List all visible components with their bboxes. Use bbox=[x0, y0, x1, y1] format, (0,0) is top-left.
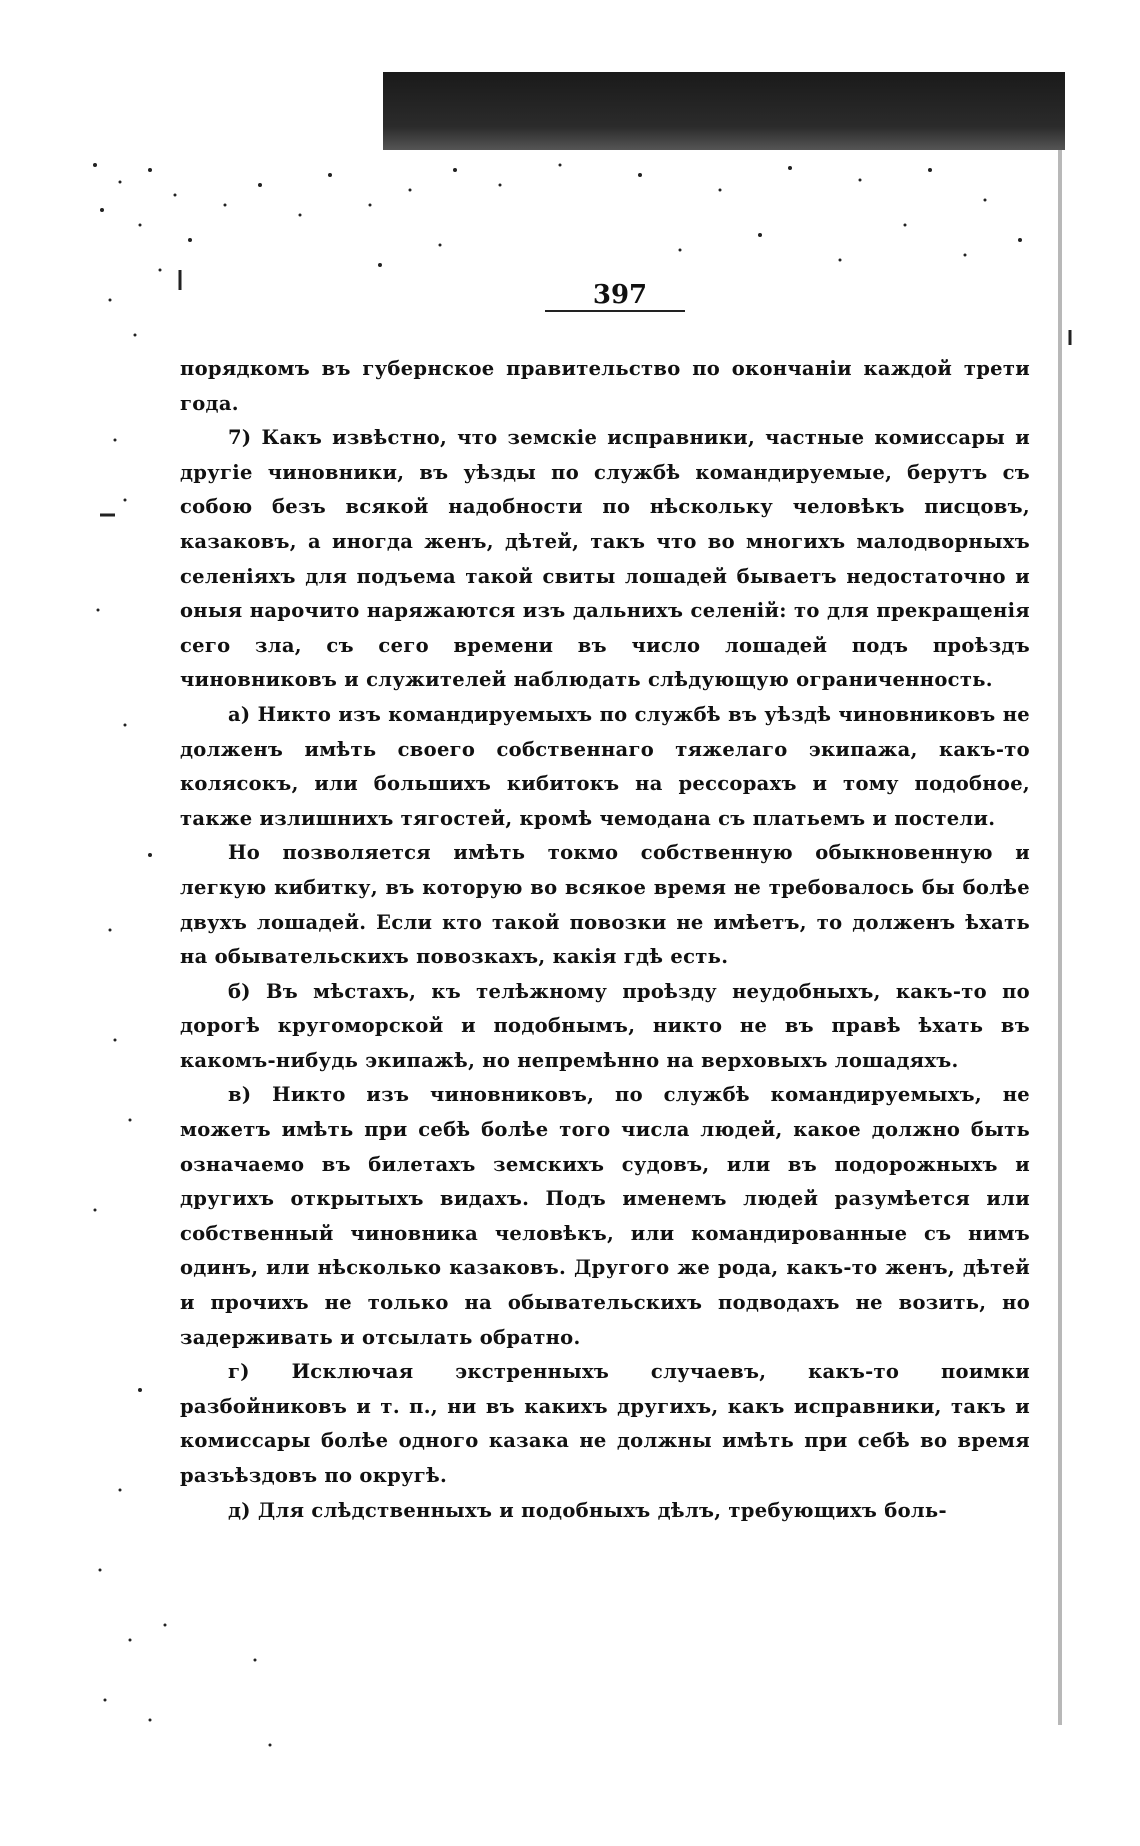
page-number: 397 bbox=[592, 280, 648, 310]
paragraph-item-g: г) Исключая экстренныхъ случаевъ, какъ-то поимки разбойниковъ и т. п., ни въ какихъ другихъ, какъ исправники, такъ и комиссары болѣе одного казака не должны имѣть при себѣ во время разъѣздовъ по округѣ. bbox=[180, 1360, 1030, 1487]
paragraph-section-7: 7) Какъ извѣстно, что земскіе исправники, частные комиссары и другіе чиновники, въ уѣзды по службѣ командируемые, берутъ съ собою безъ всякой надобности по нѣскольку человѣкъ писцовъ, казаковъ, а иногда женъ, дѣтей, такъ что во многихъ малодворныхъ селеніяхъ для подъема такой свиты лошадей бываетъ недостаточно и оныя нарочито наряжаются изъ дальнихъ селеній: то для прекращенія сего зла, съ сего времени въ число лошадей подъ проѣздъ чиновниковъ и служителей наблюдать слѣдующую ограниченность. bbox=[180, 426, 1030, 692]
paragraph-item-a: а) Никто изъ командируемыхъ по службѣ въ уѣздѣ чиновниковъ не долженъ имѣть своего собственнаго тяжелаго экипажа, какъ-то колясокъ, или большихъ кибитокъ на рессорахъ и тому подобное, также излишнихъ тягостей, кромѣ чемодана съ платьемъ и постели. bbox=[180, 702, 1030, 830]
page-number-underline bbox=[545, 310, 685, 312]
paragraph-item-d: д) Для слѣдственныхъ и подобныхъ дѣлъ, требующихъ боль- bbox=[228, 1498, 947, 1522]
paragraph-item-v: в) Никто изъ чиновниковъ, по службѣ командируемыхъ, не можетъ имѣть при себѣ болѣе того числа людей, какое должно быть означаемо въ билетахъ земскихъ судовъ, или въ подорожныхъ и другихъ открытыхъ видахъ. Подъ именемъ людей разумѣется или собственный чиновника человѣкъ, или командированные съ нимъ одинъ, или нѣсколько казаковъ. Другого же рода, какъ-то женъ, дѣтей и прочихъ не только на обывательскихъ подводахъ не возить, но задерживать и отсылать обратно. bbox=[180, 1083, 1030, 1349]
paragraph-continuation: порядкомъ въ губернское правительство по окончаніи каждой трети года. bbox=[180, 357, 1030, 415]
paragraph-item-a-note: Но позволяется имѣть токмо собственную обыкновенную и легкую кибитку, въ которую во всякое время не требовалось бы болѣе двухъ лошадей. Если кто такой повозки не имѣетъ, то долженъ ѣхать на обывательскихъ повозкахъ, какія гдѣ есть. bbox=[180, 841, 1030, 969]
paragraph-item-b: б) Въ мѣстахъ, къ телѣжному проѣзду неудобныхъ, какъ-то по дорогѣ кругоморской и подобнымъ, никто не въ правѣ ѣхать въ какомъ-нибудь экипажѣ, но непремѣнно на верховыхъ лошадяхъ. bbox=[180, 979, 1030, 1072]
body-text bbox=[180, 352, 1030, 1528]
